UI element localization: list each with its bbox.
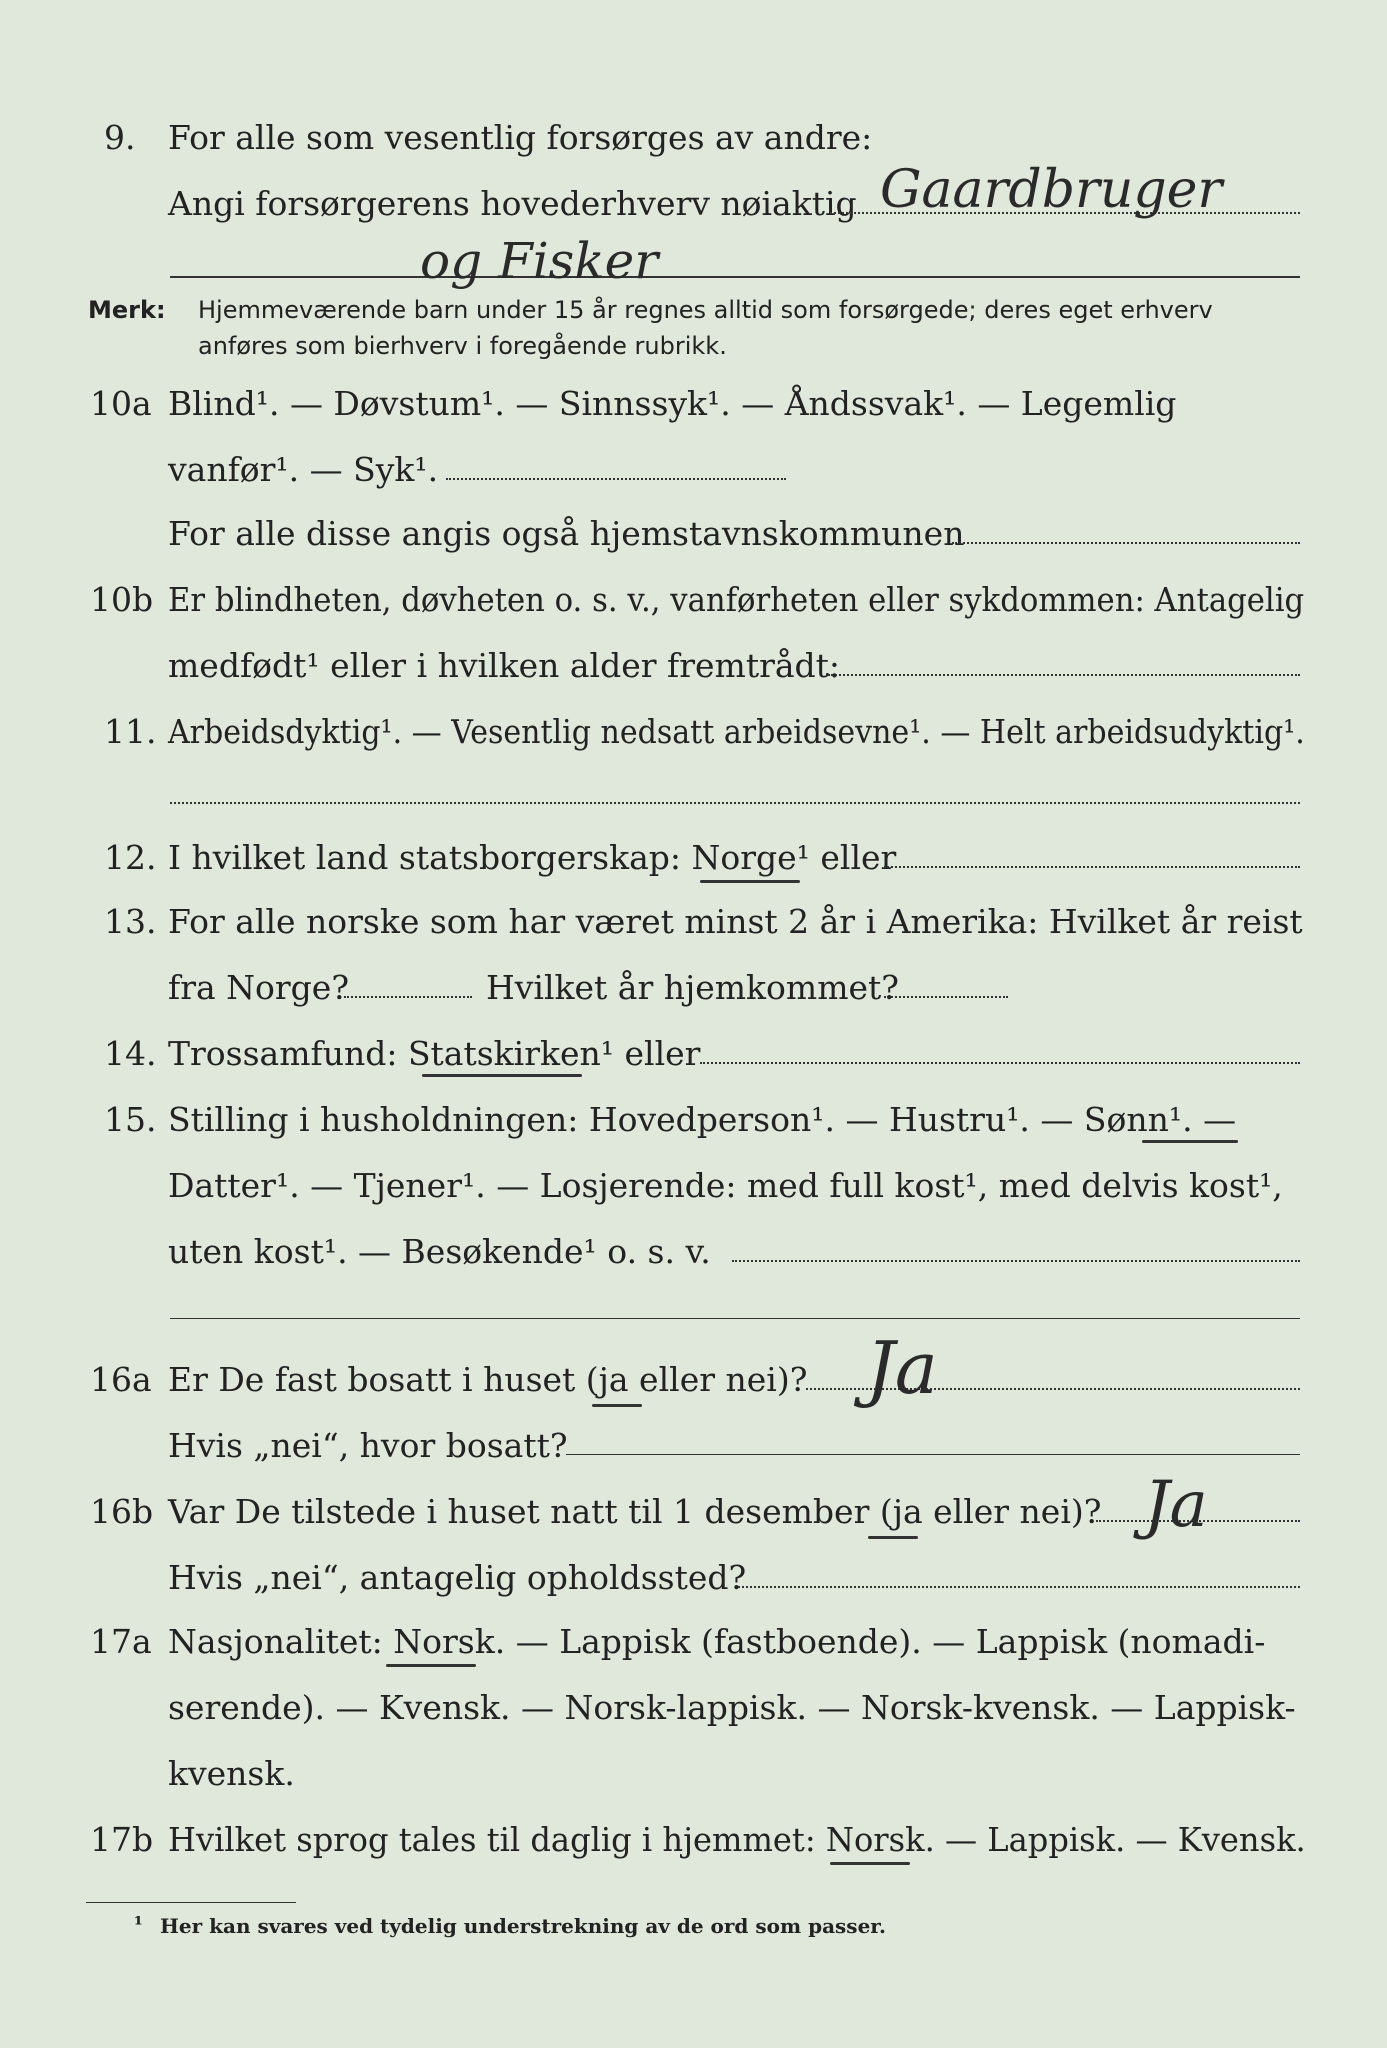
- q13-number: 13.: [104, 902, 157, 941]
- q16a-ja-underline: [592, 1404, 642, 1407]
- q15-line1: Stilling i husholdningen: Hovedperson¹. — Hustru¹. — Sønn¹. —: [168, 1100, 1237, 1139]
- q10b-line2: medfødt¹ eller i hvilken alder fremtrådt:: [168, 646, 841, 685]
- q16b-ja-underline: [868, 1536, 918, 1539]
- q10a-line3: For alle disse angis også hjemstavnskommunen: [168, 514, 965, 553]
- q17a-number: 17a: [90, 1622, 152, 1661]
- q16a-bosatt-answer-line: [566, 1454, 1300, 1455]
- q12-line1: I hvilket land statsborgerskap: Norge¹ eller: [168, 838, 897, 877]
- q17a-line2: serende). — Kvensk. — Norsk-lappisk. — Norsk-kvensk. — Lappisk-: [168, 1688, 1296, 1727]
- q14-line1: Trossamfund: Statskirken¹ eller: [168, 1034, 701, 1073]
- q15-line2: Datter¹. — Tjener¹. — Losjerende: med full kost¹, med delvis kost¹,: [168, 1166, 1283, 1205]
- footnote-text: Her kan svares ved tydelig understrekning av de ord som passer.: [160, 1914, 886, 1938]
- q14-number: 14.: [104, 1034, 157, 1073]
- merk-line2: anføres som bierhverv i foregående rubrikk.: [198, 332, 727, 360]
- q11-answer-line: [170, 802, 1300, 804]
- q10a-answer-line2: [952, 542, 1300, 544]
- q10b-answer-line: [828, 674, 1300, 676]
- q16a-handwritten-answer: Ja: [866, 1326, 938, 1410]
- q13-hjemkommet-answer-line: [884, 996, 1008, 998]
- q11-number: 11.: [104, 712, 157, 751]
- q11-line1: Arbeidsdyktig¹. — Vesentlig nedsatt arbeidsevne¹. — Helt arbeidsudyktig¹.: [168, 712, 1305, 751]
- q17b-norsk-underline: [830, 1862, 910, 1865]
- q9-handwritten-answer1: Gaardbruger: [880, 160, 1223, 220]
- q17a-line3: kvensk.: [168, 1754, 295, 1793]
- q10a-line1: Blind¹. — Døvstum¹. — Sinnssyk¹. — Åndssvak¹. — Legemlig: [168, 384, 1177, 423]
- q16b-line1: Var De tilstede i huset natt til 1 desember (ja eller nei)?: [168, 1492, 1102, 1531]
- q17a-line1: Nasjonalitet: Norsk. — Lappisk (fastboende). — Lappisk (nomadi-: [168, 1622, 1266, 1661]
- q15-answer-line: [732, 1260, 1300, 1262]
- q9-number: 9.: [104, 118, 136, 157]
- q10a-number: 10a: [90, 384, 152, 423]
- q10b-number: 10b: [90, 580, 154, 619]
- q10b-line1: Er blindheten, døvheten o. s. v., vanførheten eller sykdommen: Antagelig: [168, 580, 1305, 619]
- q14-statskirken-underline: [422, 1074, 582, 1077]
- q17b-number: 17b: [90, 1820, 154, 1859]
- q16a-line2: Hvis „nei“, hvor bosatt?: [168, 1426, 568, 1465]
- q13-line2a: fra Norge?: [168, 968, 350, 1007]
- q10a-line2: vanfør¹. — Syk¹.: [168, 450, 439, 489]
- q15-sonn-underline: [1142, 1140, 1238, 1143]
- q14-answer-line: [700, 1062, 1300, 1064]
- q16b-number: 16b: [90, 1492, 154, 1531]
- q17b-line1: Hvilket sprog tales til daglig i hjemmet: Norsk. — Lappisk. — Kvensk.: [168, 1820, 1306, 1859]
- section-divider: [170, 1318, 1300, 1319]
- q12-number: 12.: [104, 838, 157, 877]
- q9-answer-line2: [170, 276, 1300, 278]
- q9-handwritten-answer2: og Fisker: [420, 232, 659, 290]
- q12-answer-line: [884, 866, 1300, 868]
- merk-label: Merk:: [88, 296, 166, 324]
- q12-norge-underline: [700, 880, 800, 883]
- q13-reist-answer-line: [344, 996, 472, 998]
- q15-number: 15.: [104, 1100, 157, 1139]
- q16b-line2: Hvis „nei“, antagelig opholdssted?: [168, 1558, 747, 1597]
- q13-line2b: Hvilket år hjemkommet?: [486, 968, 899, 1007]
- footnote-mark: ¹: [134, 1912, 143, 1936]
- q10a-answer-line1: [446, 478, 786, 480]
- q15-line3: uten kost¹. — Besøkende¹ o. s. v.: [168, 1232, 711, 1271]
- footnote-rule: [86, 1902, 296, 1903]
- q17a-norsk-underline: [386, 1664, 476, 1667]
- q16b-opholdssted-answer-line: [738, 1586, 1300, 1588]
- q16a-number: 16a: [90, 1360, 152, 1399]
- q16b-handwritten-answer: Ja: [1144, 1468, 1208, 1542]
- q16a-line1: Er De fast bosatt i huset (ja eller nei)?: [168, 1360, 808, 1399]
- q13-line1: For alle norske som har været minst 2 år i Amerika: Hvilket år reist: [168, 902, 1303, 941]
- merk-line1: Hjemmeværende barn under 15 år regnes alltid som forsørgede; deres eget erhverv: [198, 296, 1213, 324]
- q9-line1: For alle som vesentlig forsørges av andre:: [168, 118, 873, 157]
- q9-line2: Angi forsørgerens hovederhverv nøiaktig: [168, 184, 857, 223]
